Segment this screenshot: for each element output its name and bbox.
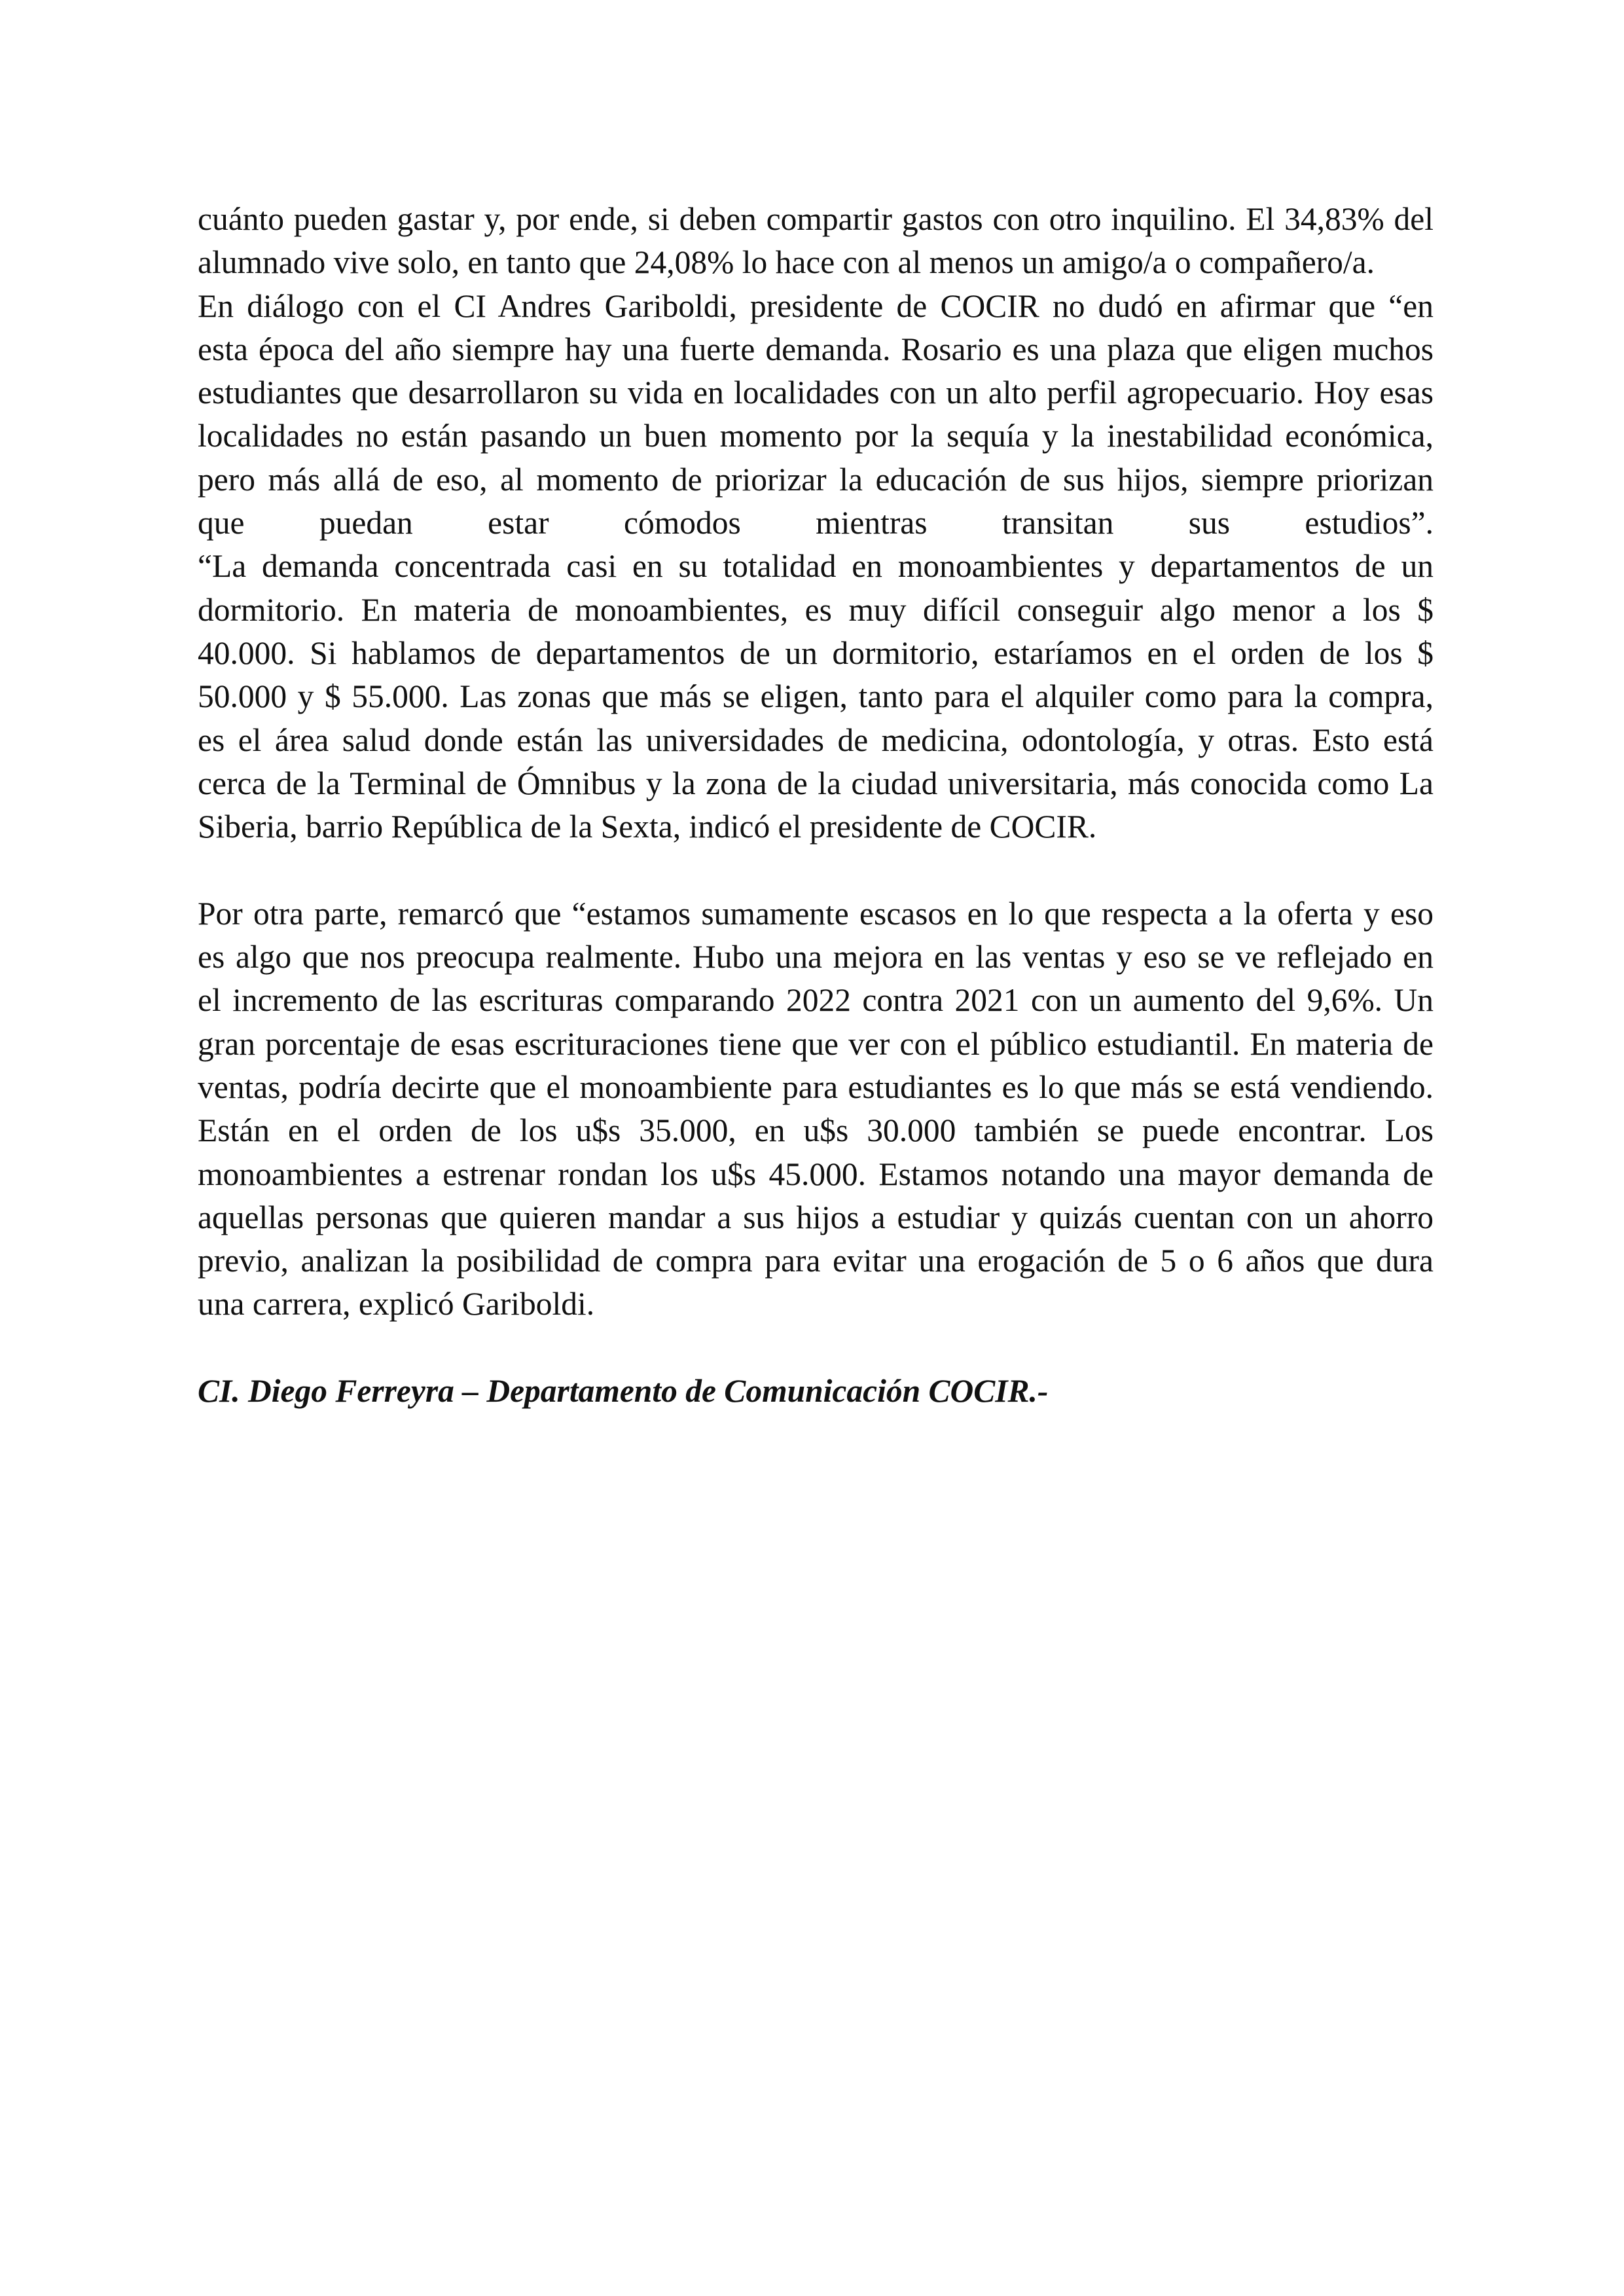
text-line: una carrera, explicó Gariboldi.	[198, 1286, 595, 1322]
text-line: En diálogo con el CI Andres Gariboldi, presidente de COCIR no dudó en afirmar que “en	[198, 287, 1434, 324]
paragraph-1	[198, 198, 1434, 848]
text-line: previo, analizan la posibilidad de compra para evitar una erogación de 5 o 6 años que dura	[198, 1243, 1434, 1279]
paragraph-spacer	[198, 1326, 1434, 1370]
text-line: cerca de la Terminal de Ómnibus y la zona de la ciudad universitaria, más conocida como La	[198, 765, 1434, 801]
text-line: que puedan estar cómodos mientras transitan sus estudios”.	[198, 505, 1434, 541]
text-line: gran porcentaje de esas escrituraciones tiene que ver con el público estudiantil. En materia de	[198, 1025, 1434, 1062]
paragraph-spacer	[198, 848, 1434, 892]
text-line: es algo que nos preocupa realmente. Hubo una mejora en las ventas y eso se ve reflejado en	[198, 939, 1434, 975]
text-line: Están en el orden de los u$s 35.000, en u$s 30.000 también se puede encontrar. Los	[198, 1112, 1434, 1149]
text-line: Siberia, barrio República de la Sexta, indicó el presidente de COCIR.	[198, 809, 1097, 845]
text-line: 40.000. Si hablamos de departamentos de un dormitorio, estaríamos en el orden de los $	[198, 634, 1434, 671]
text-line: el incremento de las escrituras comparando 2022 contra 2021 con un aumento del 9,6%. Un	[198, 982, 1434, 1019]
text-line: pero más allá de eso, al momento de priorizar la educación de sus hijos, siempre priorizan	[198, 461, 1434, 498]
text-line: dormitorio. En materia de monoambientes, es muy difícil conseguir algo menor a los $	[198, 591, 1434, 628]
text-line: “La demanda concentrada casi en su totalidad en monoambientes y departamentos de un	[198, 548, 1434, 585]
text-line: cuánto pueden gastar y, por ende, si deben compartir gastos con otro inquilino. El 34,83% del	[198, 201, 1434, 237]
text-line: es el área salud donde están las universidades de medicina, odontología, y otras. Esto está	[198, 721, 1434, 758]
signature-line: CI. Diego Ferreyra – Departamento de Comunicación COCIR.-	[198, 1373, 1049, 1410]
text-line: alumnado vive solo, en tanto que 24,08% lo hace con al menos un amigo/a o compañero/a.	[198, 244, 1375, 281]
document-body	[198, 198, 1434, 1413]
text-line: 50.000 y $ 55.000. Las zonas que más se eligen, tanto para el alquiler como para la compra,	[198, 678, 1434, 715]
text-line: localidades no están pasando un buen momento por la sequía y la inestabilidad económica,	[198, 418, 1434, 454]
text-line: monoambientes a estrenar rondan los u$s 45.000. Estamos notando una mayor demanda de	[198, 1156, 1434, 1192]
paragraph-2	[198, 892, 1434, 1326]
text-line: Por otra parte, remarcó que “estamos sumamente escasos en lo que respecta a la oferta y eso	[198, 895, 1434, 932]
text-line: esta época del año siempre hay una fuerte demanda. Rosario es una plaza que eligen muchos	[198, 331, 1434, 367]
text-line: estudiantes que desarrollaron su vida en localidades con un alto perfil agropecuario. Hoy esas	[198, 374, 1434, 411]
text-line: ventas, podría decirte que el monoambiente para estudiantes es lo que más se está vendiendo.	[198, 1068, 1434, 1105]
text-line: aquellas personas que quieren mandar a sus hijos a estudiar y quizás cuentan con un ahorro	[198, 1199, 1434, 1235]
